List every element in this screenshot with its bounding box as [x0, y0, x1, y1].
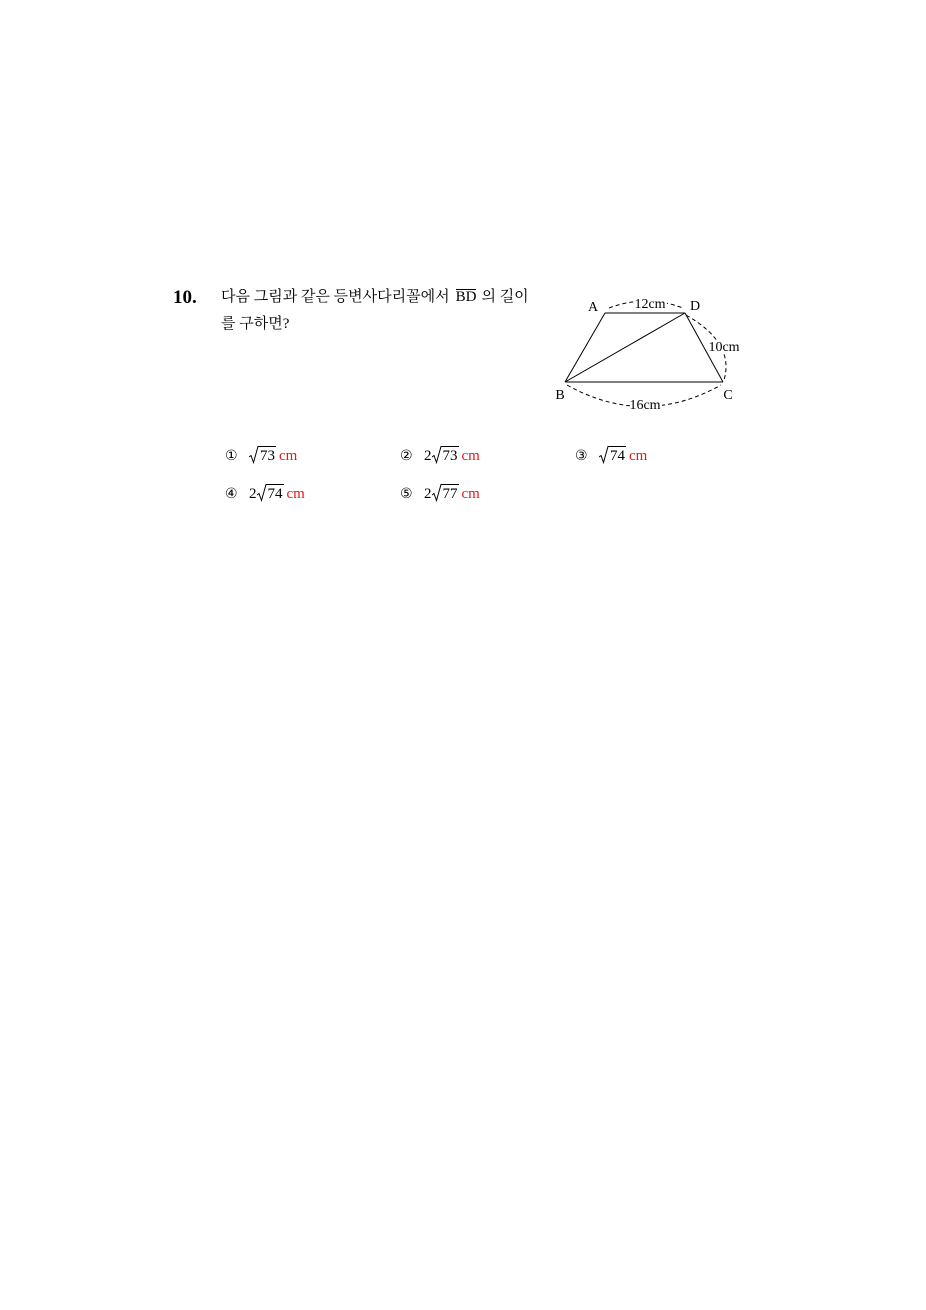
choice-radicand: 74 — [610, 448, 625, 464]
choice-marker: ① — [225, 448, 238, 464]
segment-bd: BD — [455, 289, 477, 305]
measurement-dc: 10cm — [708, 340, 740, 355]
choice-marker: ⑤ — [400, 486, 413, 502]
choice-radicand: 73 — [442, 448, 458, 464]
vertex-label-c: C — [723, 388, 733, 403]
vertex-label-d: D — [689, 299, 701, 314]
radical-sign-icon — [249, 446, 259, 464]
side-ba — [565, 313, 605, 382]
choice-radicand: 77 — [442, 486, 458, 502]
question-text-after: 의 길이 — [481, 289, 529, 305]
choice-coefficient: 2 — [249, 486, 257, 502]
choice-coefficient: 2 — [424, 486, 432, 502]
square-root — [249, 446, 276, 464]
diagonal-bd — [565, 313, 685, 382]
question-text — [221, 284, 529, 338]
choice-coefficient: 2 — [424, 448, 432, 464]
radical-sign-icon — [432, 484, 442, 502]
square-root — [432, 446, 459, 464]
choice-1 — [225, 446, 297, 464]
choice-marker: ④ — [225, 486, 238, 502]
radical-sign-icon — [257, 484, 267, 502]
choice-unit: cm — [461, 448, 480, 464]
measurement-bc: 16cm — [629, 398, 661, 413]
square-root — [599, 446, 626, 464]
choice-3 — [575, 446, 647, 464]
vertex-label-b: B — [555, 388, 565, 403]
choice-5 — [400, 484, 480, 502]
choice-radicand: 74 — [267, 486, 283, 502]
question-line-2: 를 구하면? — [221, 316, 290, 332]
choice-unit: cm — [279, 448, 298, 464]
choice-4 — [225, 484, 305, 502]
choice-unit: cm — [286, 486, 305, 502]
choice-unit: cm — [461, 486, 480, 502]
choice-marker: ③ — [575, 448, 588, 464]
square-root — [432, 484, 459, 502]
trapezoid-figure — [545, 288, 755, 418]
question-line-1 — [221, 284, 529, 311]
question-text-before: 다음 그림과 같은 등변사다리꼴에서 — [221, 289, 450, 305]
problem-number: 10. — [173, 287, 197, 308]
choice-marker: ② — [400, 448, 413, 464]
choice-2 — [400, 446, 480, 464]
square-root — [257, 484, 284, 502]
measurement-ad: 12cm — [634, 297, 666, 312]
radical-sign-icon — [432, 446, 442, 464]
choice-radicand: 73 — [260, 448, 275, 464]
radical-sign-icon — [599, 446, 609, 464]
choice-unit: cm — [629, 448, 648, 464]
vertex-label-a: A — [587, 300, 599, 315]
